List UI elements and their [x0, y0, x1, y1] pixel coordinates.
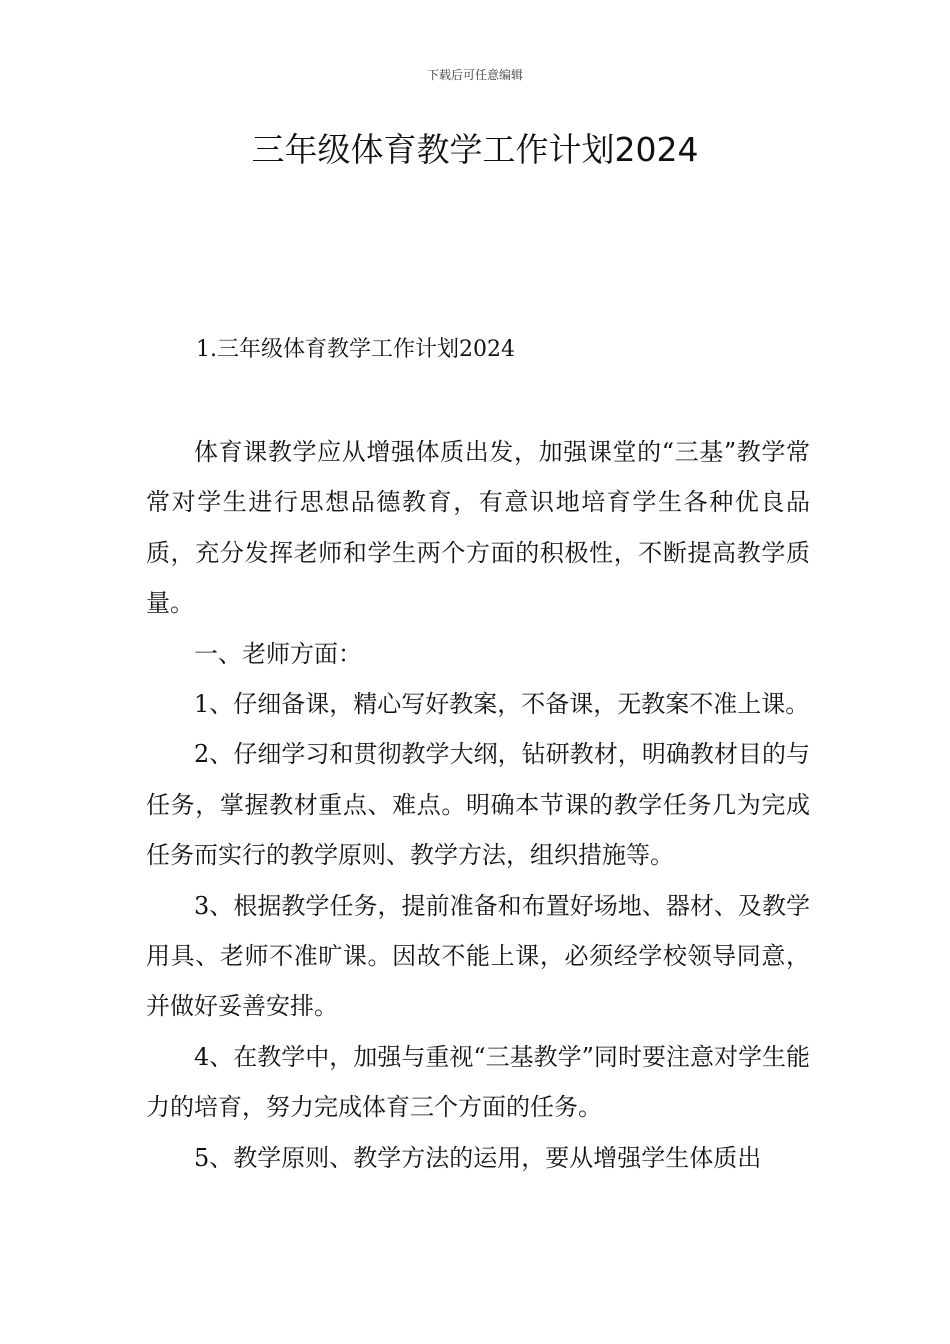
paragraph-heading-teacher: 一、老师方面：: [194, 639, 362, 668]
section-title: 1.三年级体育教学工作计划2024: [196, 337, 515, 362]
paragraph-item-3: 3、根据教学任务，提前准备和布置好场地、器材、及教学用具、老师不准旷课。因故不能上课，必须经学校领导同意，并做好妥善安排。: [146, 891, 810, 1021]
paragraph-item-4: 4、在教学中，加强与重视“三基教学”同时要注意对学生能力的培育，努力完成体育三个方面的任务。: [146, 1042, 810, 1122]
paragraph-item-1: 1、仔细备课，精心写好教案，不备课，无教案不准上课。: [194, 690, 810, 719]
paragraph-item-5: 5、教学原则、教学方法的运用，要从增强学生体质出: [194, 1143, 762, 1172]
paragraph-intro: 体育课教学应从增强体质出发，加强课堂的“三基”教学常常对学生进行思想品德教育，有意识地培育学生各种优良品质，充分发挥老师和学生两个方面的积极性，不断提高教学质量。: [146, 438, 810, 618]
header-note: 下载后可任意编辑: [426, 68, 523, 82]
document-body: [146, 427, 810, 1183]
paragraph-item-2: 2、仔细学习和贯彻教学大纲，钻研教材，明确教材目的与任务，掌握教材重点、难点。明确本节课的教学任务几为完成任务而实行的教学原则、教学方法，组织措施等。: [146, 740, 810, 870]
document-title: 三年级体育教学工作计划2024: [251, 130, 699, 169]
